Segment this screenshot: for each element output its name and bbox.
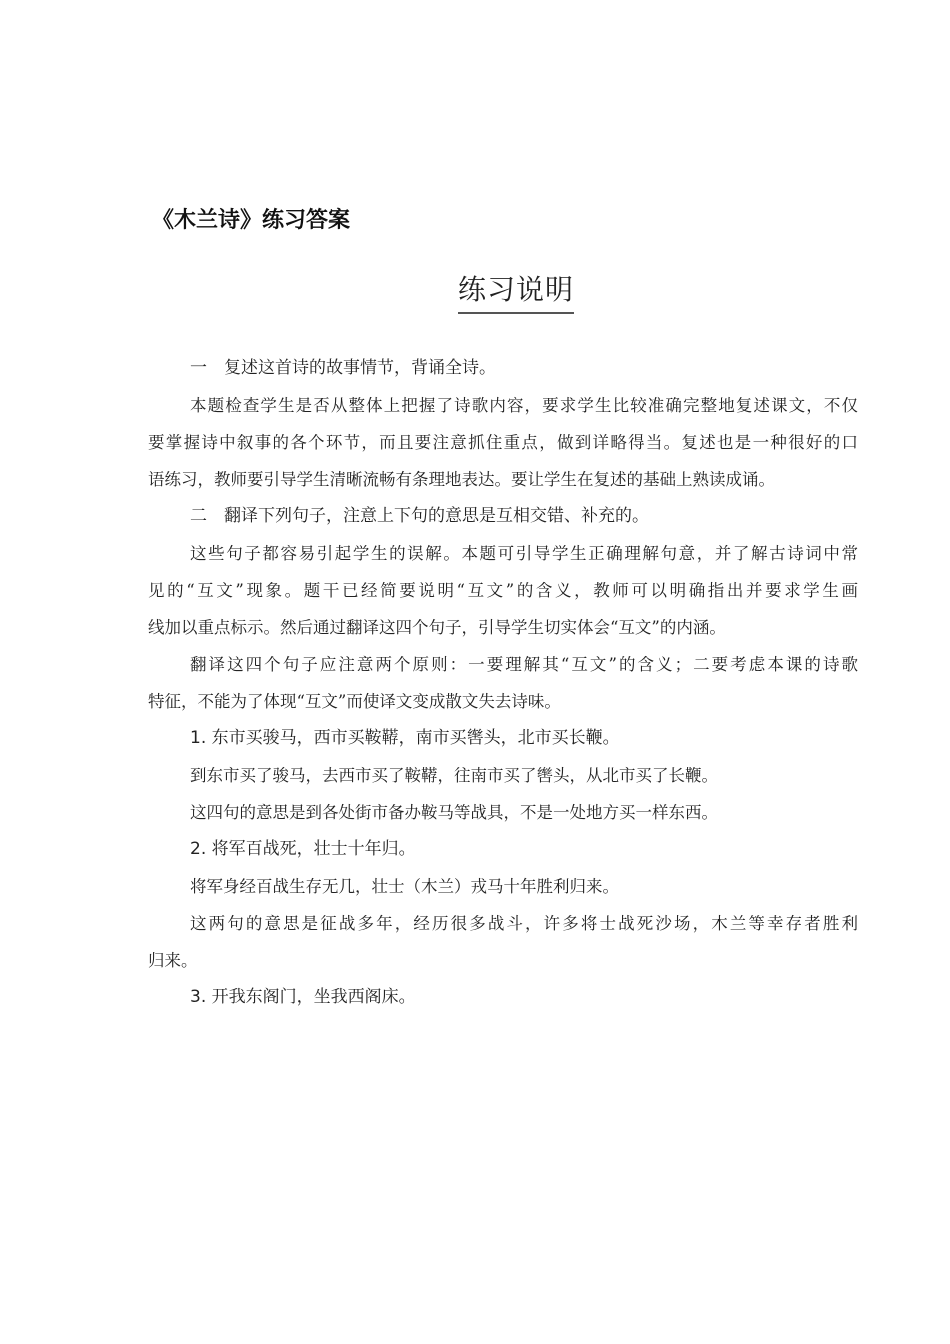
body-text-line: 归来。 [148,951,198,970]
body-text-line: 本题检查学生是否从整体上把握了诗歌内容，要求学生比较准确完整地复述课文，不仅 [190,396,858,415]
body-text-line: 翻译这四个句子应注意两个原则：一要理解其“互文”的含义；二要考虑本课的诗歌 [190,655,858,674]
question-line: 一 复述这首诗的故事情节，背诵全诗。 [190,358,496,378]
scanned-text-body [148,350,858,1016]
body-text-line: 见的“互文”现象。题干已经简要说明“互文”的含义，教师可以明确指出并要求学生画 [148,581,858,600]
question-line: 二 翻译下列句子，注意上下句的意思是互相交错、补充的。 [190,506,649,526]
question-line: 1. 东市买骏马，西市买鞍鞯，南市买辔头，北市买长鞭。 [190,728,620,748]
body-text-line: 这两句的意思是征战多年，经历很多战斗，许多将士战死沙场，木兰等幸存者胜利 [190,914,858,933]
section-heading: 练习说明 [458,270,574,314]
body-text-line: 到东市买了骏马，去西市买了鞍鞯，往南市买了辔头，从北市买了长鞭。 [190,766,718,785]
question-line: 2. 将军百战死，壮士十年归。 [190,839,416,859]
body-text-line: 要掌握诗中叙事的各个环节，而且要注意抓住重点，做到详略得当。复述也是一种很好的口 [148,433,858,452]
body-text-line: 特征，不能为了体现“互文”而使译文变成散文失去诗味。 [148,692,561,711]
body-text-line: 这些句子都容易引起学生的误解。本题可引导学生正确理解句意，并了解古诗词中常 [190,544,858,563]
body-text-line: 线加以重点标示。然后通过翻译这四个句子，引导学生切实体会“互文”的内涵。 [148,618,726,637]
body-text-line: 将军身经百战生存无几，壮士（木兰）戎马十年胜利归来。 [190,877,619,896]
document-title: 《木兰诗》练习答案 [152,208,351,233]
question-line: 3. 开我东阁门，坐我西阁床。 [190,987,416,1007]
body-text-line: 语练习，教师要引导学生清晰流畅有条理地表达。要让学生在复述的基础上熟读成诵。 [148,470,775,489]
body-text-line: 这四句的意思是到各处街市备办鞍马等战具，不是一处地方买一样东西。 [190,803,718,822]
